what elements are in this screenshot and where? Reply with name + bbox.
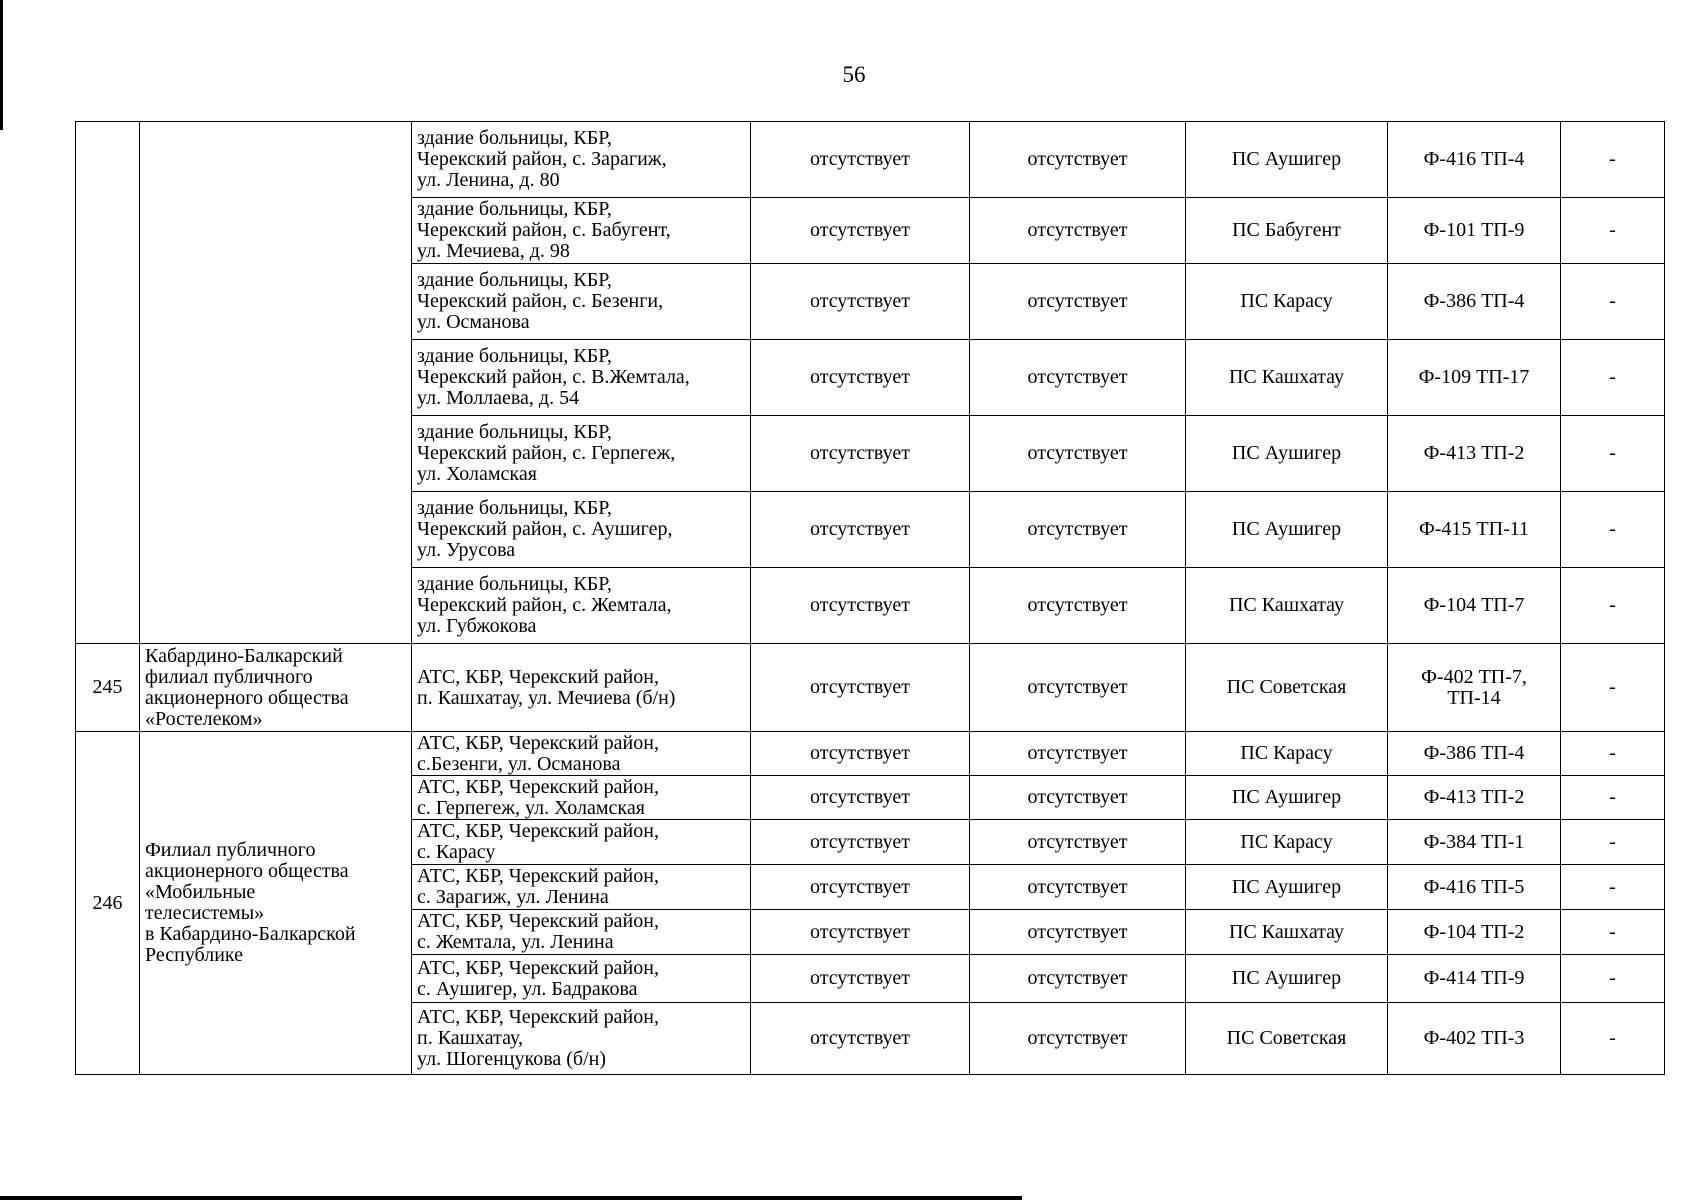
feeder-line: Ф-109 ТП-17 (1418, 366, 1530, 388)
substation-cell: ПС Кашхатау (1186, 340, 1388, 416)
substation-cell: ПС Аушигер (1186, 122, 1388, 198)
table-body (76, 122, 1665, 1075)
status-cell: отсутствует (970, 198, 1186, 264)
location-line: ул. Ленина, д. 80 (417, 169, 560, 191)
status-cell: отсутствует (751, 122, 970, 198)
row-number: 246 (92, 891, 123, 914)
row-number-cell (76, 644, 140, 732)
location-line: АТС, КБР, Черекский район, (417, 1006, 659, 1028)
location-cell (412, 122, 751, 198)
page-number: 56 (842, 62, 866, 87)
dash-cell: - (1561, 910, 1665, 955)
status-cell: отсутствует (751, 416, 970, 492)
feeder-line: Ф-413 ТП-2 (1423, 442, 1525, 464)
table-row (76, 732, 1665, 776)
substation-cell: ПС Советская (1186, 1003, 1388, 1075)
substation-cell: ПС Кашхатау (1186, 910, 1388, 955)
organization-line: филиал публичного (145, 665, 313, 688)
substation-cell: ПС Аушигер (1186, 416, 1388, 492)
organization-cell (140, 732, 412, 1075)
dash-cell: - (1561, 644, 1665, 732)
status-cell: отсутствует (751, 776, 970, 820)
status-cell: отсутствует (970, 776, 1186, 820)
location-cell (412, 1003, 751, 1075)
feeder-cell (1388, 340, 1561, 416)
dash-cell: - (1561, 776, 1665, 820)
location-line: ул. Моллаева, д. 54 (417, 387, 580, 409)
location-line: п. Кашхатау, ул. Мечиева (б/н) (417, 686, 676, 709)
status-cell: отсутствует (970, 910, 1186, 955)
location-cell (412, 955, 751, 1003)
location-line: с.Безенги, ул. Османова (417, 752, 621, 775)
document-table (75, 121, 1665, 1075)
substation-cell: ПС Аушигер (1186, 492, 1388, 568)
location-cell (412, 865, 751, 910)
location-line: ул. Шогенцукова (б/н) (417, 1048, 607, 1070)
substation-cell: ПС Аушигер (1186, 865, 1388, 910)
location-cell (412, 198, 751, 264)
feeder-line: Ф-402 ТП-7, (1421, 665, 1527, 688)
location-line: здание больницы, КБР, (417, 269, 612, 291)
status-cell: отсутствует (970, 644, 1186, 732)
feeder-cell (1388, 776, 1561, 820)
dash-cell: - (1561, 264, 1665, 340)
organization-line: телесистемы» (145, 902, 265, 924)
organization-line: акционерного общества (145, 686, 349, 709)
location-cell (412, 568, 751, 644)
organization-line: «Ростелеком» (145, 707, 263, 730)
feeder-line: Ф-402 ТП-3 (1423, 1027, 1525, 1049)
feeder-line: Ф-415 ТП-11 (1418, 518, 1530, 540)
location-line: здание больницы, КБР, (417, 345, 612, 367)
location-line: здание больницы, КБР, (417, 573, 612, 595)
location-line: с. Карасу (417, 841, 496, 863)
dash-cell: - (1561, 122, 1665, 198)
location-line: п. Кашхатау, (417, 1027, 523, 1049)
status-cell: отсутствует (751, 198, 970, 264)
status-cell: отсутствует (970, 820, 1186, 865)
location-line: Черекский район, с. В.Жемтала, (417, 366, 690, 388)
organization-cell (140, 644, 412, 732)
status-cell: отсутствует (751, 492, 970, 568)
location-line: с. Аушигер, ул. Бадракова (417, 977, 638, 1000)
location-line: с. Жемтала, ул. Ленина (417, 931, 614, 953)
feeder-line: Ф-104 ТП-7 (1423, 594, 1525, 616)
row-number-cell (76, 122, 140, 644)
dash-cell: - (1561, 340, 1665, 416)
substation-cell: ПС Карасу (1186, 820, 1388, 865)
dash-cell: - (1561, 568, 1665, 644)
dash-cell: - (1561, 955, 1665, 1003)
location-line: здание больницы, КБР, (417, 198, 612, 220)
status-cell: отсутствует (970, 340, 1186, 416)
dash-cell: - (1561, 492, 1665, 568)
location-line: АТС, КБР, Черекский район, (417, 865, 659, 887)
organization-cell (140, 122, 412, 644)
status-cell: отсутствует (751, 820, 970, 865)
feeder-line: Ф-413 ТП-2 (1423, 786, 1525, 808)
substation-cell: ПС Карасу (1186, 732, 1388, 776)
location-line: Черекский район, с. Безенги, (417, 290, 664, 312)
location-line: АТС, КБР, Черекский район, (417, 775, 659, 798)
status-cell: отсутствует (751, 340, 970, 416)
organization-line: в Кабардино-Балкарской (145, 923, 356, 945)
dash-cell: - (1561, 865, 1665, 910)
dash-cell: - (1561, 198, 1665, 264)
organization-line: Кабардино-Балкарский (145, 644, 343, 667)
status-cell: отсутствует (751, 955, 970, 1003)
location-cell (412, 732, 751, 776)
location-line: Черекский район, с. Жемтала, (417, 594, 672, 616)
location-line: АТС, КБР, Черекский район, (417, 820, 659, 842)
status-cell: отсутствует (970, 416, 1186, 492)
feeder-cell (1388, 492, 1561, 568)
feeder-line: Ф-386 ТП-4 (1423, 742, 1525, 764)
status-cell: отсутствует (970, 865, 1186, 910)
organization-line: «Мобильные (145, 881, 256, 903)
organization-line: акционерного общества (145, 860, 349, 882)
location-cell (412, 492, 751, 568)
dash-cell: - (1561, 820, 1665, 865)
dash-cell: - (1561, 732, 1665, 776)
substation-cell: ПС Карасу (1186, 264, 1388, 340)
feeder-cell (1388, 122, 1561, 198)
feeder-line: Ф-101 ТП-9 (1423, 219, 1525, 241)
location-line: Черекский район, с. Бабугент, (417, 219, 671, 241)
table-row (76, 644, 1665, 732)
status-cell: отсутствует (970, 264, 1186, 340)
status-cell: отсутствует (970, 492, 1186, 568)
location-line: АТС, КБР, Черекский район, (417, 665, 659, 688)
status-cell: отсутствует (970, 568, 1186, 644)
substation-cell: ПС Аушигер (1186, 776, 1388, 820)
location-line: ул. Урусова (417, 539, 516, 561)
organization-line: Республике (145, 944, 244, 966)
feeder-cell (1388, 568, 1561, 644)
location-line: Черекский район, с. Аушигер, (417, 518, 673, 540)
location-cell (412, 776, 751, 820)
organization-line: Филиал публичного (145, 839, 316, 861)
location-line: АТС, КБР, Черекский район, (417, 910, 659, 932)
location-line: АТС, КБР, Черекский район, (417, 956, 659, 979)
feeder-cell (1388, 732, 1561, 776)
status-cell: отсутствует (751, 644, 970, 732)
location-line: здание больницы, КБР, (417, 421, 612, 443)
status-cell: отсутствует (751, 568, 970, 644)
location-cell (412, 820, 751, 865)
status-cell: отсутствует (970, 1003, 1186, 1075)
feeder-line: Ф-416 ТП-5 (1423, 875, 1525, 898)
status-cell: отсутствует (970, 732, 1186, 776)
feeder-line: Ф-414 ТП-9 (1423, 967, 1525, 989)
status-cell: отсутствует (970, 955, 1186, 1003)
location-line: Черекский район, с. Герпегеж, (417, 442, 676, 464)
feeder-line: Ф-386 ТП-4 (1423, 290, 1525, 312)
substation-cell: ПС Советская (1186, 644, 1388, 732)
dash-cell: - (1561, 416, 1665, 492)
location-line: с. Зарагиж, ул. Ленина (417, 886, 609, 908)
location-cell (412, 910, 751, 955)
location-line: ул. Губжокова (417, 615, 537, 637)
location-cell (412, 264, 751, 340)
location-line: ул. Османова (417, 311, 530, 333)
location-line: с. Герпегеж, ул. Холамская (417, 796, 645, 819)
location-cell (412, 644, 751, 732)
feeder-cell (1388, 910, 1561, 955)
location-line: Черекский район, с. Зарагиж, (417, 148, 667, 170)
feeder-cell (1388, 1003, 1561, 1075)
feeder-cell (1388, 264, 1561, 340)
location-line: здание больницы, КБР, (417, 127, 612, 149)
feeder-cell (1388, 820, 1561, 865)
status-cell: отсутствует (751, 865, 970, 910)
dash-cell: - (1561, 1003, 1665, 1075)
location-line: АТС, КБР, Черекский район, (417, 731, 659, 754)
feeder-line: Ф-384 ТП-1 (1423, 830, 1525, 853)
status-cell: отсутствует (751, 910, 970, 955)
substation-cell: ПС Аушигер (1186, 955, 1388, 1003)
location-line: здание больницы, КБР, (417, 497, 612, 519)
status-cell: отсутствует (751, 1003, 970, 1075)
row-number-cell (76, 732, 140, 1075)
feeder-cell (1388, 955, 1561, 1003)
status-cell: отсутствует (751, 732, 970, 776)
row-number: 245 (92, 676, 123, 698)
location-cell (412, 340, 751, 416)
substation-cell: ПС Кашхатау (1186, 568, 1388, 644)
feeder-cell (1388, 644, 1561, 732)
feeder-line: Ф-104 ТП-2 (1423, 920, 1525, 943)
feeder-cell (1388, 865, 1561, 910)
location-cell (412, 416, 751, 492)
feeder-line: Ф-416 ТП-4 (1423, 148, 1525, 170)
location-line: ул. Холамская (417, 463, 537, 485)
status-cell: отсутствует (751, 264, 970, 340)
feeder-cell (1388, 416, 1561, 492)
table-row (76, 122, 1665, 198)
substation-cell: ПС Бабугент (1186, 198, 1388, 264)
bottom-rule (0, 1196, 1022, 1200)
feeder-cell (1388, 198, 1561, 264)
feeder-line: ТП-14 (1447, 686, 1501, 709)
status-cell: отсутствует (970, 122, 1186, 198)
location-line: ул. Мечиева, д. 98 (417, 240, 570, 262)
